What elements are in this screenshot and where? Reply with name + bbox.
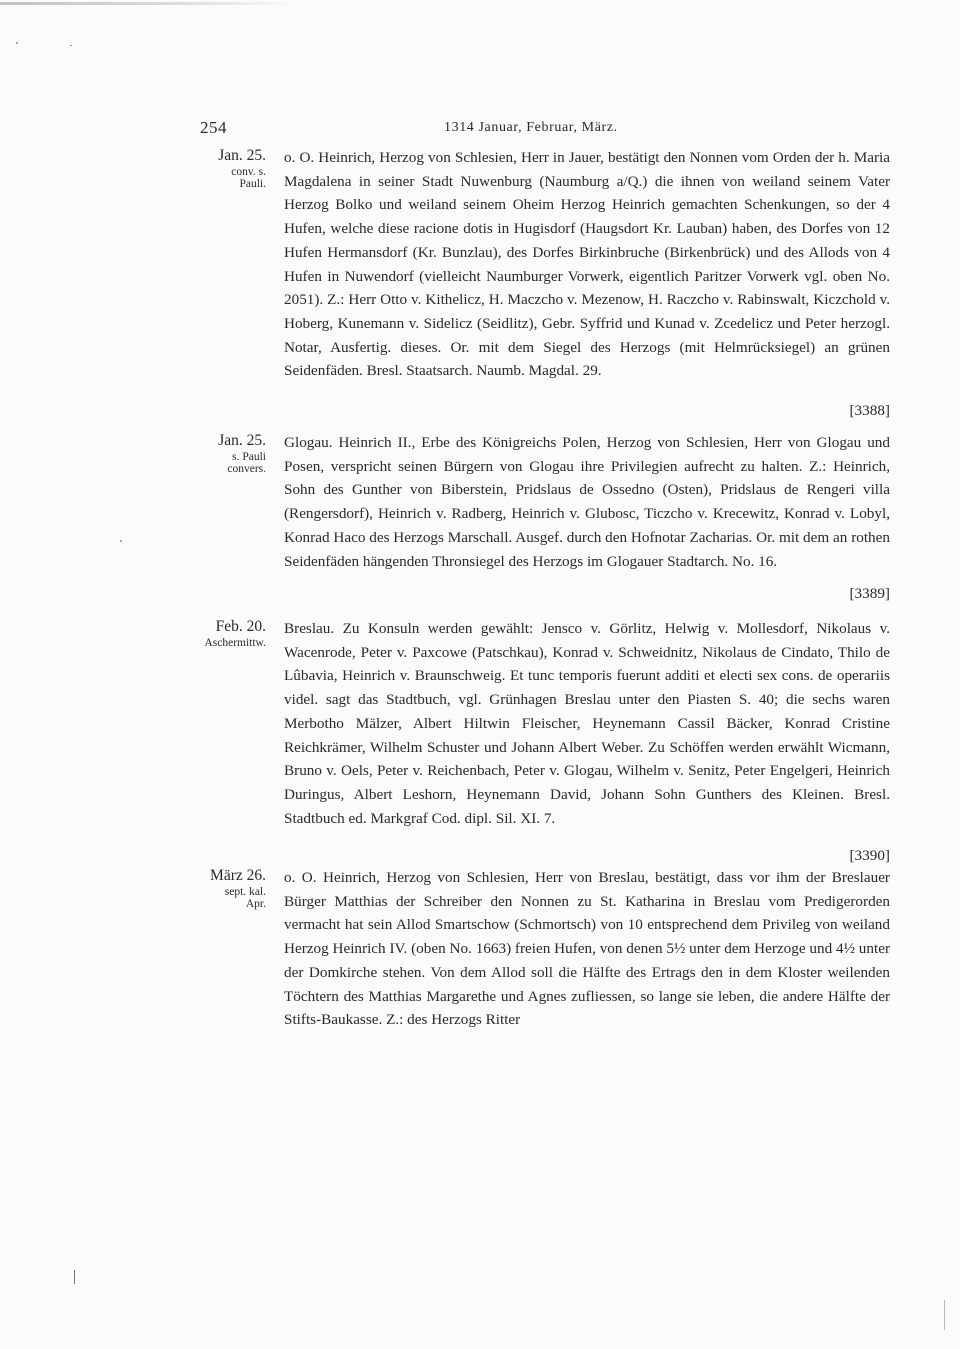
regest-entry — [200, 866, 900, 1066]
entry-text: Breslau. Zu Konsuln werden gewählt: Jensco v. Görlitz, Helwig v. Mollesdorf, Nikolaus v. Wacenrode, Peter v. Paxcowe (Patschkau), Konrad v. Schweidnitz, Nikolaus de Cindato, Thilo de Lûbavia, Heinrich v. Braunschweig. Et tunc temporis fuerunt additi et electi sex cons. de operariis videl. sagt das Stadtbuch, vgl. Grünhagen Breslau unter den Piasten S. 40; die sechs waren Merbotho Mälzer, Albert Hiltwin Fleischer, Heynemann Cassil Bäcker, Konrad Cristine Reichkrämer, Wilhelm Schuster und Johann Albert Weber. Zu Schöffen werden erwählt Wicmann, Bruno v. Oels, Peter v. Reichenbach, Peter v. Glogau, Wilhelm v. Senitz, Peter Engelgeri, Heinrich Duringus, Albert Leshorn, Heynemann David, Johann Sohn Gunthers des Kleinen. Bresl. Stadtbuch ed. Markgraf Cod. dipl. Sil. XI. 7. — [284, 620, 890, 827]
margin-note-line: Apr. — [245, 898, 266, 910]
entry-date: März 26. — [210, 867, 266, 884]
entry-date: Jan. 25. — [218, 432, 266, 449]
regest-entry — [200, 146, 900, 436]
regest-entry — [200, 617, 900, 877]
page-header — [200, 118, 900, 140]
margin-note — [200, 866, 266, 910]
margin-note-line: Aschermittw. — [204, 637, 266, 649]
margin-note — [200, 617, 266, 649]
margin-note — [200, 146, 266, 190]
entry-text: Glogau. Heinrich II., Erbe des Königreichs Polen, Herzog von Schlesien, Herr von Glogau und Posen, verspricht seinen Bürgern von Glogau ihre Privilegien aufrecht zu halten. Z.: Heinrich, Sohn des Gunther von Biberstein, Pridslaus de Ossedno (Osten), Pridslaus de Rengeri villa (Rengersdorf), Heinrich v. Radberg, Heinrich v. Glubosc, Ticzcho v. Krecewitz, Konrad v. Lobyl, Konrad Haco des Herzogs Marschall. Ausgef. durch den Hofnotar Zacharias. Or. mit dem an rothen Seidenfäden hängenden Thronsiegel des Herzogs im Glogauer Stadtarch. No. 16. — [284, 434, 890, 570]
page-number: 254 — [200, 118, 227, 137]
scan-speck — [16, 42, 18, 44]
scan-speck — [70, 45, 72, 46]
margin-note-line: conv. s. — [231, 166, 266, 178]
margin-note-line: sept. kal. — [224, 886, 266, 898]
margin-note — [200, 431, 266, 475]
entry-number: [3389] — [849, 585, 890, 602]
scan-speck — [120, 540, 122, 542]
entry-text: o. O. Heinrich, Herzog von Schlesien, Herr von Breslau, bestätigt, dass vor ihm der Breslauer Bürger Matthias der Schreiber den Nonnen zu St. Katharina in Breslau vom Predigerorden vermacht hat sein Allod Smartschow (Schmortsch) von 10 entsprechend dem Privileg von weiland Herzog Heinrich IV. (oben No. 1663) freien Hufen, von denen 5½ unter dem Herzoge und 4½ unter der Domkirche stehen. Von dem Allod soll die Hälfte des Ertrags den in dem Kloster weilenden Töchtern des Matthias Margarethe und Agnes zufliessen, so lange sie leben, die andere Hälfte der Stifts-Baukasse. Z.: des Herzogs Ritter — [284, 869, 890, 1029]
regest-entry — [200, 431, 900, 631]
margin-note-line: Pauli. — [239, 178, 266, 190]
entry-number: [3390] — [849, 847, 890, 864]
scan-mark-right — [944, 1300, 945, 1330]
running-title: 1314 Januar, Februar, März. — [444, 120, 618, 135]
scan-edge-artifact — [0, 2, 300, 5]
entry-date: Jan. 25. — [218, 147, 266, 164]
entry-date: Feb. 20. — [215, 618, 266, 635]
entry-text: o. O. Heinrich, Herzog von Schlesien, Herr in Jauer, bestätigt den Nonnen vom Orden der h. Maria Magdalena in seiner Stadt Nuwenburg (Naumburg a/Q.) die ihnen von weiland seinem Vater Herzog Bolko und weiland seinem Oheim Herzog Heinrich gemachten Schenkungen, so der 4 Hufen, welche diese racione dotis in Hugisdorf (Haugsdort Kr. Lauban) haben, des Dorfes von 12 Hufen Hermansdorf (Kr. Bunzlau), des Dorfes Birkinbruche (Birkenbrück) und des Allods von 4 Hufen in Nuwendorf (vielleicht Naumburger Vorwerk, eigentlich Paritzer Vorwerk vgl. oben No. 2051). Z.: Herr Otto v. Kithelicz, H. Maczcho v. Mezenow, H. Raczcho v. Rabinswalt, Kiczchold v. Hoberg, Kunemann v. Sidelicz (Seidlitz), Gebr. Syffrid und Kunad v. Zcedelicz und Peter herzogl. Notar, Ausfertig. dieses. Or. mit dem Siegel des Herzogs (mit Helmrücksiegel) an grünen Seidenfäden. Bresl. Staatsarch. Naumb. Magdal. 29. — [284, 149, 890, 380]
margin-note-line: convers. — [227, 463, 266, 475]
scan-mark-left — [74, 1270, 75, 1284]
margin-note-line: s. Pauli — [232, 451, 266, 463]
entry-number: [3388] — [849, 402, 890, 419]
